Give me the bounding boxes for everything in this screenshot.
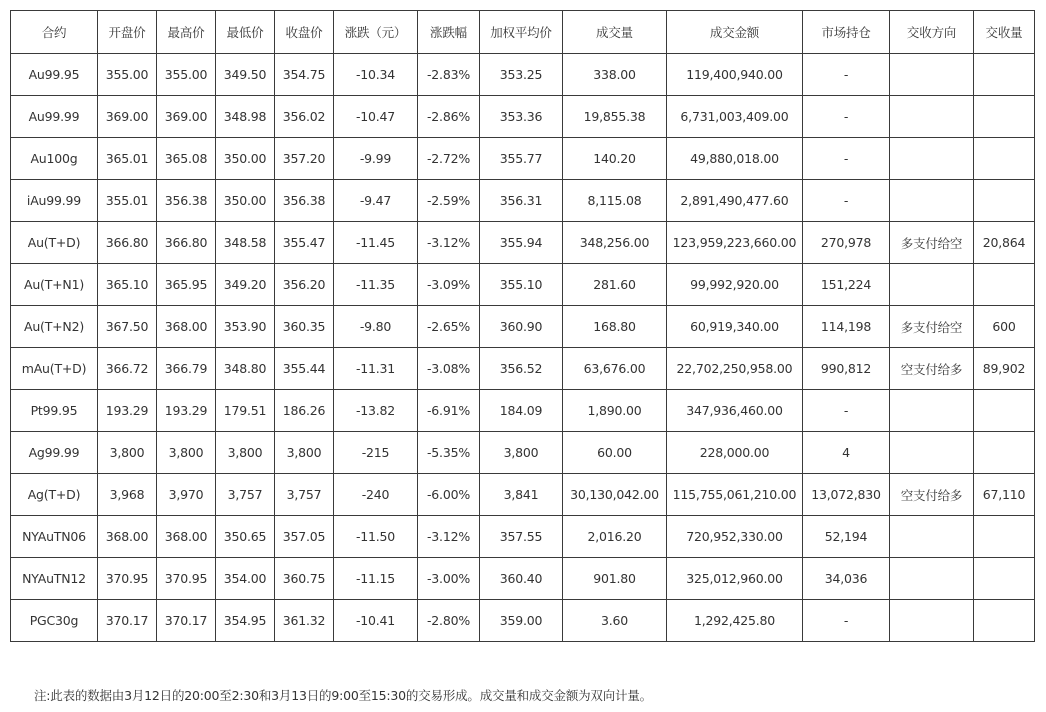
cell-low: 348.80 — [216, 348, 275, 390]
cell-turnover: 49,880,018.00 — [667, 138, 803, 180]
table-row — [11, 600, 1035, 642]
cell-delivery-direction — [890, 516, 974, 558]
header-cell-turnover: 成交金额 — [667, 11, 803, 54]
quote-table — [10, 10, 1035, 642]
cell-volume: 348,256.00 — [563, 222, 667, 264]
cell-volume: 60.00 — [563, 432, 667, 474]
cell-weighted-avg: 355.10 — [480, 264, 563, 306]
cell-contract: Pt99.95 — [11, 390, 98, 432]
cell-close: 186.26 — [275, 390, 334, 432]
cell-weighted-avg: 355.94 — [480, 222, 563, 264]
cell-low: 350.65 — [216, 516, 275, 558]
header-cell-low: 最低价 — [216, 11, 275, 54]
cell-change-pct: -2.86% — [418, 96, 480, 138]
cell-change: -9.80 — [334, 306, 418, 348]
table-row — [11, 516, 1035, 558]
cell-delivery-volume — [974, 138, 1035, 180]
cell-high: 355.00 — [157, 54, 216, 96]
cell-turnover: 347,936,460.00 — [667, 390, 803, 432]
cell-high: 3,800 — [157, 432, 216, 474]
cell-low: 349.50 — [216, 54, 275, 96]
cell-high: 3,970 — [157, 474, 216, 516]
cell-delivery-direction — [890, 600, 974, 642]
cell-close: 357.05 — [275, 516, 334, 558]
cell-open: 369.00 — [98, 96, 157, 138]
cell-delivery-direction — [890, 390, 974, 432]
cell-weighted-avg: 356.31 — [480, 180, 563, 222]
cell-low: 353.90 — [216, 306, 275, 348]
cell-contract: Au(T+D) — [11, 222, 98, 264]
header-cell-delivery-direction: 交收方向 — [890, 11, 974, 54]
table-row — [11, 180, 1035, 222]
cell-open: 355.00 — [98, 54, 157, 96]
cell-delivery-volume — [974, 558, 1035, 600]
cell-change-pct: -2.72% — [418, 138, 480, 180]
cell-change-pct: -6.00% — [418, 474, 480, 516]
header-cell-weighted-avg: 加权平均价 — [480, 11, 563, 54]
table-header — [11, 11, 1035, 54]
cell-delivery-volume — [974, 180, 1035, 222]
cell-low: 3,800 — [216, 432, 275, 474]
cell-low: 3,757 — [216, 474, 275, 516]
table-row — [11, 264, 1035, 306]
cell-low: 348.98 — [216, 96, 275, 138]
cell-change-pct: -2.65% — [418, 306, 480, 348]
cell-low: 179.51 — [216, 390, 275, 432]
cell-high: 365.08 — [157, 138, 216, 180]
cell-contract: NYAuTN12 — [11, 558, 98, 600]
header-cell-change-pct: 涨跌幅 — [418, 11, 480, 54]
table-row — [11, 138, 1035, 180]
cell-change-pct: -2.59% — [418, 180, 480, 222]
cell-change-pct: -6.91% — [418, 390, 480, 432]
cell-close: 354.75 — [275, 54, 334, 96]
cell-open-interest: 270,978 — [803, 222, 890, 264]
cell-turnover: 720,952,330.00 — [667, 516, 803, 558]
cell-low: 354.00 — [216, 558, 275, 600]
cell-volume: 140.20 — [563, 138, 667, 180]
cell-weighted-avg: 360.90 — [480, 306, 563, 348]
cell-delivery-direction — [890, 96, 974, 138]
cell-close: 356.38 — [275, 180, 334, 222]
cell-turnover: 60,919,340.00 — [667, 306, 803, 348]
cell-close: 360.75 — [275, 558, 334, 600]
cell-weighted-avg: 359.00 — [480, 600, 563, 642]
cell-turnover: 22,702,250,958.00 — [667, 348, 803, 390]
table-row — [11, 306, 1035, 348]
cell-change: -10.41 — [334, 600, 418, 642]
cell-delivery-direction — [890, 264, 974, 306]
table-row — [11, 390, 1035, 432]
cell-weighted-avg: 353.25 — [480, 54, 563, 96]
cell-change-pct: -3.12% — [418, 222, 480, 264]
cell-weighted-avg: 357.55 — [480, 516, 563, 558]
cell-weighted-avg: 353.36 — [480, 96, 563, 138]
cell-close: 356.02 — [275, 96, 334, 138]
cell-delivery-direction — [890, 54, 974, 96]
header-cell-open: 开盘价 — [98, 11, 157, 54]
cell-open: 3,800 — [98, 432, 157, 474]
cell-open: 370.17 — [98, 600, 157, 642]
cell-delivery-volume — [974, 264, 1035, 306]
cell-low: 349.20 — [216, 264, 275, 306]
cell-delivery-direction: 多支付给空 — [890, 222, 974, 264]
cell-turnover: 2,891,490,477.60 — [667, 180, 803, 222]
cell-volume: 63,676.00 — [563, 348, 667, 390]
cell-volume: 168.80 — [563, 306, 667, 348]
cell-delivery-volume: 89,902 — [974, 348, 1035, 390]
cell-delivery-direction — [890, 558, 974, 600]
cell-low: 350.00 — [216, 138, 275, 180]
cell-open: 365.01 — [98, 138, 157, 180]
cell-turnover: 325,012,960.00 — [667, 558, 803, 600]
cell-delivery-volume: 67,110 — [974, 474, 1035, 516]
cell-close: 360.35 — [275, 306, 334, 348]
cell-open: 366.72 — [98, 348, 157, 390]
cell-weighted-avg: 356.52 — [480, 348, 563, 390]
cell-change: -9.47 — [334, 180, 418, 222]
cell-volume: 3.60 — [563, 600, 667, 642]
cell-volume: 30,130,042.00 — [563, 474, 667, 516]
cell-delivery-direction — [890, 432, 974, 474]
cell-high: 356.38 — [157, 180, 216, 222]
table-row — [11, 474, 1035, 516]
cell-weighted-avg: 3,841 — [480, 474, 563, 516]
cell-low: 348.58 — [216, 222, 275, 264]
cell-delivery-volume — [974, 96, 1035, 138]
cell-volume: 901.80 — [563, 558, 667, 600]
cell-volume: 281.60 — [563, 264, 667, 306]
cell-close: 3,757 — [275, 474, 334, 516]
cell-delivery-volume: 600 — [974, 306, 1035, 348]
cell-open-interest: - — [803, 54, 890, 96]
table-row — [11, 558, 1035, 600]
cell-contract: iAu99.99 — [11, 180, 98, 222]
cell-contract: PGC30g — [11, 600, 98, 642]
cell-change-pct: -3.09% — [418, 264, 480, 306]
cell-change: -13.82 — [334, 390, 418, 432]
cell-delivery-volume — [974, 516, 1035, 558]
cell-high: 366.80 — [157, 222, 216, 264]
cell-delivery-volume — [974, 54, 1035, 96]
cell-open-interest: - — [803, 390, 890, 432]
cell-open-interest: 990,812 — [803, 348, 890, 390]
cell-change-pct: -3.00% — [418, 558, 480, 600]
cell-weighted-avg: 355.77 — [480, 138, 563, 180]
header-cell-delivery-volume: 交收量 — [974, 11, 1035, 54]
cell-change-pct: -2.80% — [418, 600, 480, 642]
cell-change: -10.34 — [334, 54, 418, 96]
cell-change: -11.15 — [334, 558, 418, 600]
cell-weighted-avg: 184.09 — [480, 390, 563, 432]
cell-open: 365.10 — [98, 264, 157, 306]
header-cell-close: 收盘价 — [275, 11, 334, 54]
cell-weighted-avg: 360.40 — [480, 558, 563, 600]
header-cell-change: 涨跌（元） — [334, 11, 418, 54]
table-body — [11, 54, 1035, 642]
header-cell-contract: 合约 — [11, 11, 98, 54]
cell-open-interest: 34,036 — [803, 558, 890, 600]
cell-volume: 8,115.08 — [563, 180, 667, 222]
cell-open: 370.95 — [98, 558, 157, 600]
cell-delivery-direction — [890, 138, 974, 180]
cell-high: 366.79 — [157, 348, 216, 390]
cell-contract: Ag(T+D) — [11, 474, 98, 516]
cell-close: 357.20 — [275, 138, 334, 180]
header-cell-volume: 成交量 — [563, 11, 667, 54]
cell-change-pct: -3.12% — [418, 516, 480, 558]
cell-high: 369.00 — [157, 96, 216, 138]
cell-change: -11.45 — [334, 222, 418, 264]
cell-open-interest: - — [803, 600, 890, 642]
cell-high: 365.95 — [157, 264, 216, 306]
cell-delivery-volume: 20,864 — [974, 222, 1035, 264]
cell-change: -11.50 — [334, 516, 418, 558]
cell-high: 368.00 — [157, 516, 216, 558]
cell-contract: Au(T+N2) — [11, 306, 98, 348]
cell-turnover: 99,992,920.00 — [667, 264, 803, 306]
cell-volume: 1,890.00 — [563, 390, 667, 432]
cell-contract: Au99.99 — [11, 96, 98, 138]
cell-high: 368.00 — [157, 306, 216, 348]
cell-change: -240 — [334, 474, 418, 516]
cell-open: 193.29 — [98, 390, 157, 432]
cell-contract: Au100g — [11, 138, 98, 180]
cell-open-interest: 151,224 — [803, 264, 890, 306]
cell-delivery-direction: 空支付给多 — [890, 474, 974, 516]
cell-turnover: 123,959,223,660.00 — [667, 222, 803, 264]
cell-change-pct: -3.08% — [418, 348, 480, 390]
cell-open: 355.01 — [98, 180, 157, 222]
cell-delivery-volume — [974, 432, 1035, 474]
cell-open: 367.50 — [98, 306, 157, 348]
cell-volume: 338.00 — [563, 54, 667, 96]
cell-contract: Ag99.99 — [11, 432, 98, 474]
cell-contract: Au(T+N1) — [11, 264, 98, 306]
cell-low: 354.95 — [216, 600, 275, 642]
cell-weighted-avg: 3,800 — [480, 432, 563, 474]
header-cell-open-interest: 市场持仓 — [803, 11, 890, 54]
cell-change: -10.47 — [334, 96, 418, 138]
cell-contract: mAu(T+D) — [11, 348, 98, 390]
cell-open-interest: 52,194 — [803, 516, 890, 558]
cell-high: 370.95 — [157, 558, 216, 600]
cell-delivery-direction: 空支付给多 — [890, 348, 974, 390]
cell-change-pct: -2.83% — [418, 54, 480, 96]
table-row — [11, 432, 1035, 474]
cell-open-interest: - — [803, 138, 890, 180]
cell-volume: 2,016.20 — [563, 516, 667, 558]
cell-close: 3,800 — [275, 432, 334, 474]
header-cell-high: 最高价 — [157, 11, 216, 54]
cell-contract: Au99.95 — [11, 54, 98, 96]
cell-volume: 19,855.38 — [563, 96, 667, 138]
cell-close: 355.44 — [275, 348, 334, 390]
cell-low: 350.00 — [216, 180, 275, 222]
table-row — [11, 222, 1035, 264]
cell-open-interest: - — [803, 96, 890, 138]
cell-open: 368.00 — [98, 516, 157, 558]
cell-turnover: 1,292,425.80 — [667, 600, 803, 642]
cell-delivery-volume — [974, 390, 1035, 432]
cell-delivery-direction — [890, 180, 974, 222]
cell-close: 361.32 — [275, 600, 334, 642]
cell-open-interest: 4 — [803, 432, 890, 474]
cell-delivery-direction: 多支付给空 — [890, 306, 974, 348]
cell-open-interest: - — [803, 180, 890, 222]
cell-turnover: 115,755,061,210.00 — [667, 474, 803, 516]
table-row — [11, 96, 1035, 138]
cell-open: 3,968 — [98, 474, 157, 516]
cell-change: -11.35 — [334, 264, 418, 306]
cell-delivery-volume — [974, 600, 1035, 642]
cell-change: -9.99 — [334, 138, 418, 180]
cell-contract: NYAuTN06 — [11, 516, 98, 558]
cell-turnover: 6,731,003,409.00 — [667, 96, 803, 138]
footnote: 注:此表的数据由3月12日的20:00至2:30和3月13日的9:00至15:30的交易形成。成交量和成交金额为双向计量。 — [34, 688, 652, 703]
header-row — [11, 11, 1035, 54]
cell-close: 355.47 — [275, 222, 334, 264]
quote-table-container — [10, 10, 1035, 642]
cell-open-interest: 114,198 — [803, 306, 890, 348]
cell-change: -215 — [334, 432, 418, 474]
cell-high: 370.17 — [157, 600, 216, 642]
cell-change-pct: -5.35% — [418, 432, 480, 474]
cell-turnover: 228,000.00 — [667, 432, 803, 474]
cell-close: 356.20 — [275, 264, 334, 306]
cell-turnover: 119,400,940.00 — [667, 54, 803, 96]
cell-change: -11.31 — [334, 348, 418, 390]
table-row — [11, 54, 1035, 96]
cell-high: 193.29 — [157, 390, 216, 432]
cell-open: 366.80 — [98, 222, 157, 264]
table-row — [11, 348, 1035, 390]
cell-open-interest: 13,072,830 — [803, 474, 890, 516]
